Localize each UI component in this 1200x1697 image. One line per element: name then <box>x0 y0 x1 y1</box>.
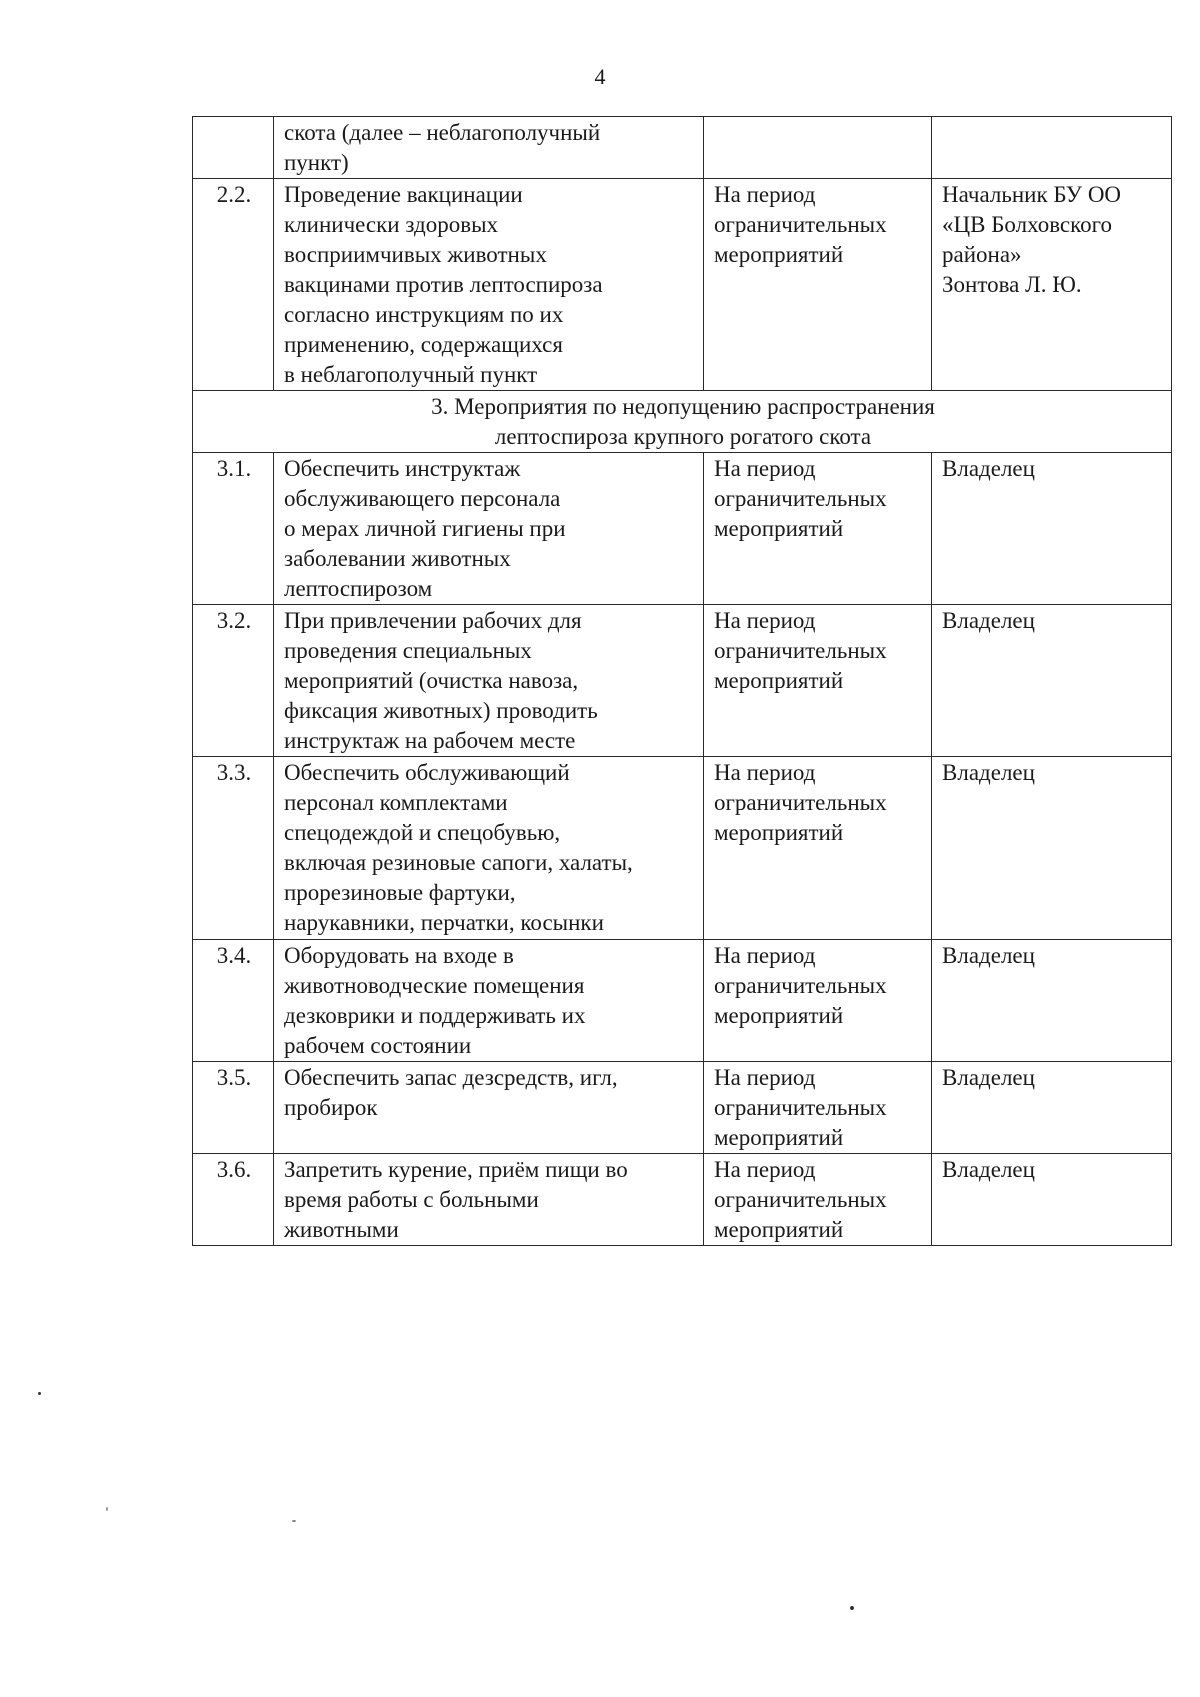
scan-speck <box>850 1606 854 1610</box>
table-row <box>193 1154 1172 1246</box>
responsible-cell: Владелец <box>932 1154 1172 1246</box>
table-row <box>193 179 1172 391</box>
item-number: 3.5. <box>193 1062 274 1154</box>
period-cell <box>704 117 932 179</box>
activity-cell: При привлечении рабочих для проведения специальных мероприятий (очистка навоза, фиксация животных) проводить инструктаж на рабочем месте <box>274 605 704 757</box>
section-3-title: 3. Мероприятия по недопущению распространения лептоспироза крупного рогатого скота <box>193 391 1172 453</box>
measures-table <box>192 116 1172 1246</box>
scan-speck <box>292 1520 296 1522</box>
table-row <box>193 757 1172 940</box>
page-number: 4 <box>594 64 606 89</box>
responsible-cell: Владелец <box>932 940 1172 1062</box>
item-number: 3.6. <box>193 1154 274 1246</box>
period-cell: На период ограничительных мероприятий <box>704 179 932 391</box>
activity-cell: Запретить курение, приём пищи во время работы с больными животными <box>274 1154 704 1246</box>
table-row <box>193 605 1172 757</box>
period-cell: На период ограничительных мероприятий <box>704 757 932 940</box>
responsible-cell <box>932 117 1172 179</box>
item-number <box>193 117 274 179</box>
item-number: 3.3. <box>193 757 274 940</box>
period-cell: На период ограничительных мероприятий <box>704 1154 932 1246</box>
period-cell: На период ограничительных мероприятий <box>704 453 932 605</box>
activity-cell: Обеспечить запас дезсредств, игл, пробирок <box>274 1062 704 1154</box>
period-cell: На период ограничительных мероприятий <box>704 940 932 1062</box>
activity-cell: Оборудовать на входе в животноводческие помещения дезковрики и поддерживать их рабочем состоянии <box>274 940 704 1062</box>
item-number: 2.2. <box>193 179 274 391</box>
period-cell: На период ограничительных мероприятий <box>704 605 932 757</box>
activity-cell: скота (далее – неблагополучный пункт) <box>274 117 704 179</box>
responsible-cell: Владелец <box>932 453 1172 605</box>
table-row <box>193 453 1172 605</box>
responsible-cell: Начальник БУ ОО «ЦВ Болховского района» Зонтова Л. Ю. <box>932 179 1172 391</box>
table-row <box>193 117 1172 179</box>
responsible-cell: Владелец <box>932 757 1172 940</box>
scan-speck <box>106 1507 108 1511</box>
activity-cell: Проведение вакцинации клинически здоровых восприимчивых животных вакцинами против лептоспироза согласно инструкциям по их применению, содержащихся в неблагополучный пункт <box>274 179 704 391</box>
table-row <box>193 1062 1172 1154</box>
item-number: 3.4. <box>193 940 274 1062</box>
responsible-cell: Владелец <box>932 605 1172 757</box>
scan-speck <box>38 1392 41 1395</box>
period-cell: На период ограничительных мероприятий <box>704 1062 932 1154</box>
item-number: 3.2. <box>193 605 274 757</box>
table-row <box>193 940 1172 1062</box>
item-number: 3.1. <box>193 453 274 605</box>
section-heading-row <box>193 391 1172 453</box>
activity-cell: Обеспечить инструктаж обслуживающего персонала о мерах личной гигиены при заболевании животных лептоспирозом <box>274 453 704 605</box>
responsible-cell: Владелец <box>932 1062 1172 1154</box>
activity-cell: Обеспечить обслуживающий персонал комплектами спецодеждой и спецобувью, включая резиновые сапоги, халаты, прорезиновые фартуки, нарукавники, перчатки, косынки <box>274 757 704 940</box>
